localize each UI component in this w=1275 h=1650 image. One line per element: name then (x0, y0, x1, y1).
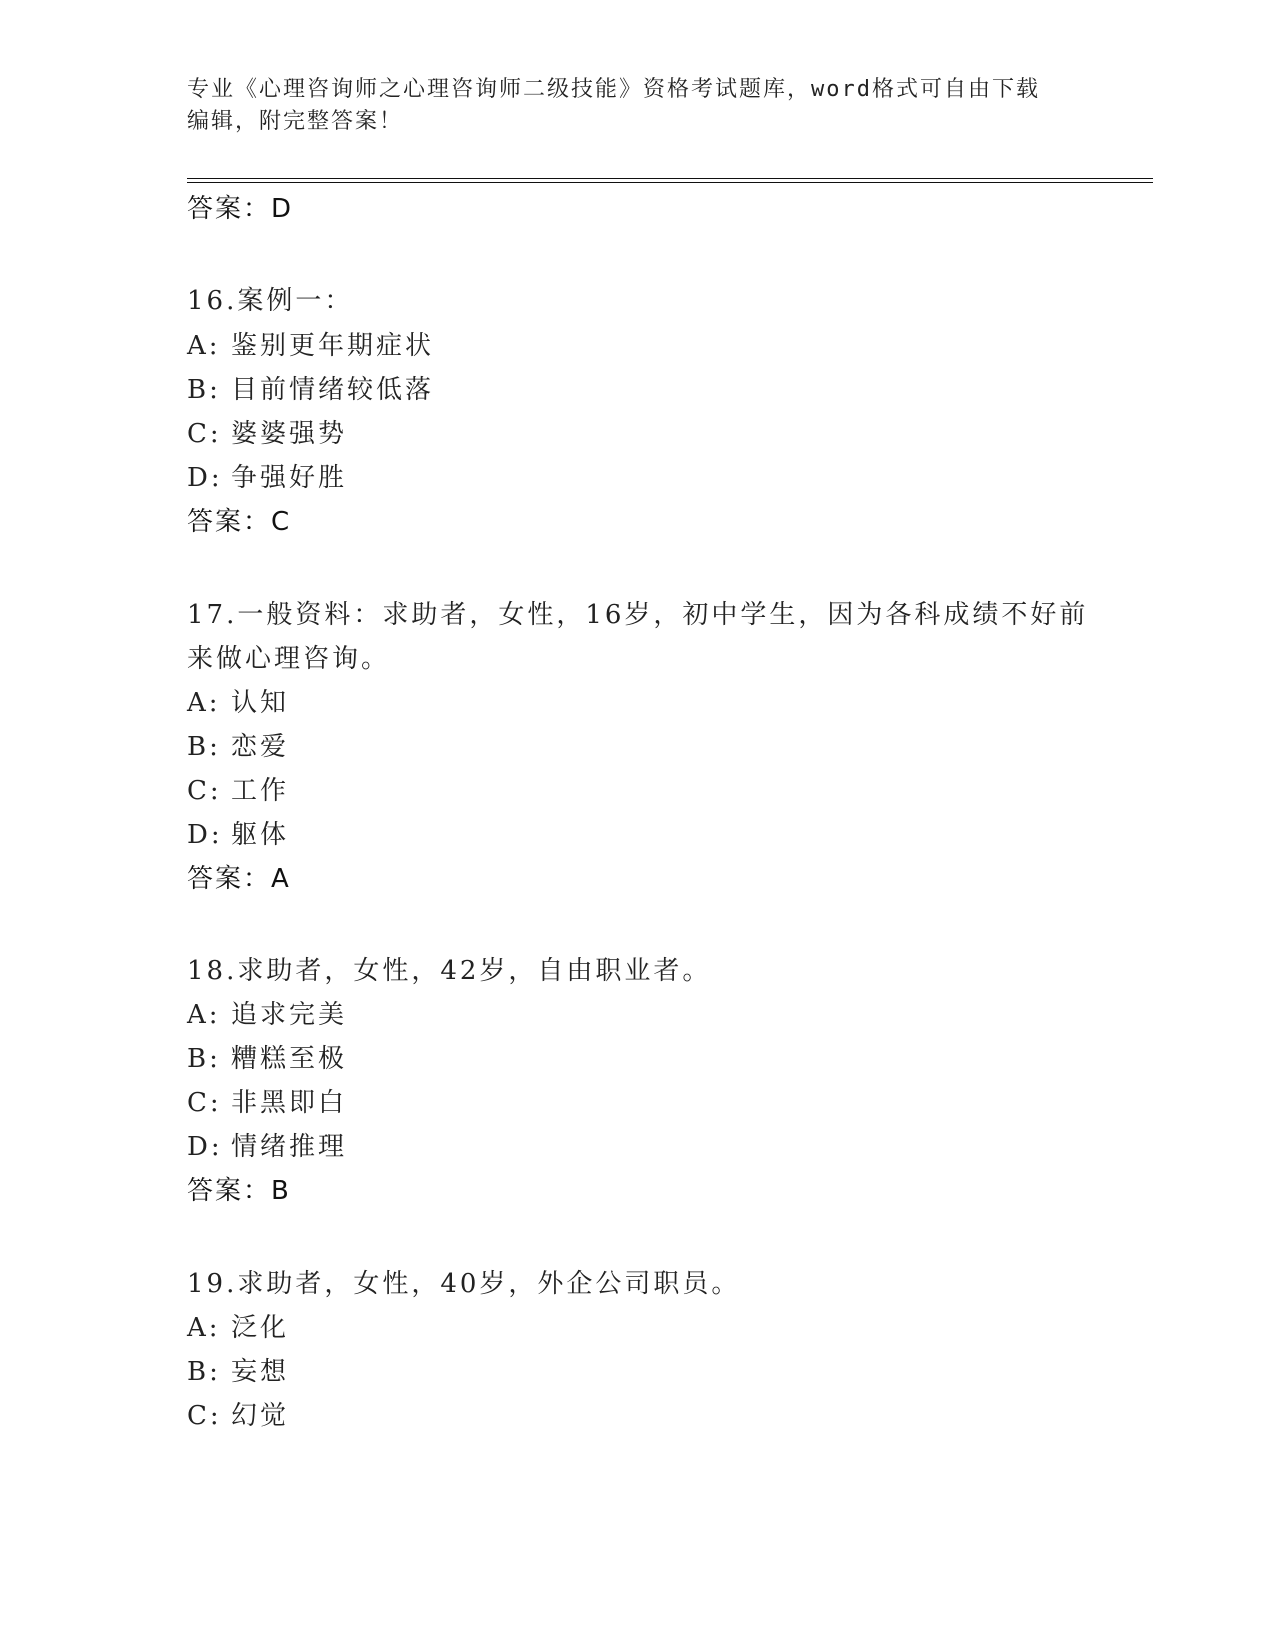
option-text: 认知 (231, 688, 290, 718)
question-18-option-d (187, 1130, 347, 1164)
option-letter: A: (187, 1000, 221, 1030)
option-text: 躯体 (231, 820, 290, 850)
question-19-option-a (187, 1311, 289, 1345)
question-16-option-d (187, 461, 347, 495)
option-letter: B: (187, 1044, 221, 1074)
question-17-stem-line-1: 17.一般资料：求助者，女性，16岁，初中学生，因为各科成绩不好前 (187, 600, 1089, 630)
question-17-answer: 答案：A (187, 864, 291, 894)
option-letter: B: (187, 732, 221, 762)
question-16-option-a (187, 329, 434, 363)
option-text: 情绪推理 (231, 1132, 348, 1162)
option-text: 追求完美 (231, 1000, 348, 1030)
option-text: 工作 (231, 776, 290, 806)
option-letter: B: (187, 375, 221, 405)
option-letter: D: (187, 463, 223, 493)
question-17-option-c (187, 774, 289, 808)
option-text: 幻觉 (231, 1401, 290, 1431)
question-16-option-c (187, 417, 347, 451)
answer-line-15: 答案：D (187, 194, 294, 224)
header-divider-top (187, 178, 1153, 179)
option-letter: A: (187, 331, 221, 361)
option-text: 鉴别更年期症状 (231, 331, 435, 361)
option-text: 婆婆强势 (231, 419, 348, 449)
option-text: 泛化 (231, 1313, 290, 1343)
option-text: 目前情绪较低落 (231, 375, 435, 405)
question-16-stem: 16.案例一： (187, 286, 354, 316)
header-divider-bottom (187, 182, 1153, 183)
option-text: 糟糕至极 (231, 1044, 348, 1074)
header-line-1: 专业《心理咨询师之心理咨询师二级技能》资格考试题库，word格式可自由下载 (187, 77, 1040, 102)
question-18-answer: 答案：B (187, 1176, 291, 1206)
option-letter: C: (187, 419, 222, 449)
question-17-option-a (187, 686, 289, 720)
question-17-option-b (187, 730, 289, 764)
option-letter: A: (187, 688, 221, 718)
header-line-2: 编辑，附完整答案！ (187, 109, 404, 134)
question-17-option-d (187, 818, 289, 852)
question-16-option-b (187, 373, 434, 407)
option-letter: D: (187, 820, 223, 850)
option-letter: C: (187, 776, 222, 806)
option-text: 妄想 (231, 1357, 290, 1387)
question-19-option-b (187, 1355, 289, 1389)
question-19-stem: 19.求助者，女性，40岁，外企公司职员。 (187, 1269, 741, 1299)
option-letter: C: (187, 1088, 222, 1118)
option-letter: C: (187, 1401, 222, 1431)
option-letter: B: (187, 1357, 221, 1387)
question-18-option-a (187, 998, 347, 1032)
question-16-answer: 答案：C (187, 507, 292, 537)
question-18-option-c (187, 1086, 347, 1120)
question-17-stem-line-2: 来做心理咨询。 (187, 644, 391, 674)
document-header (187, 74, 1087, 138)
option-letter: A: (187, 1313, 221, 1343)
question-18-stem: 18.求助者，女性，42岁，自由职业者。 (187, 956, 712, 986)
option-text: 恋爱 (231, 732, 290, 762)
option-text: 争强好胜 (231, 463, 348, 493)
question-19-option-c (187, 1399, 289, 1433)
option-letter: D: (187, 1132, 223, 1162)
question-18-option-b (187, 1042, 347, 1076)
option-text: 非黑即白 (231, 1088, 348, 1118)
